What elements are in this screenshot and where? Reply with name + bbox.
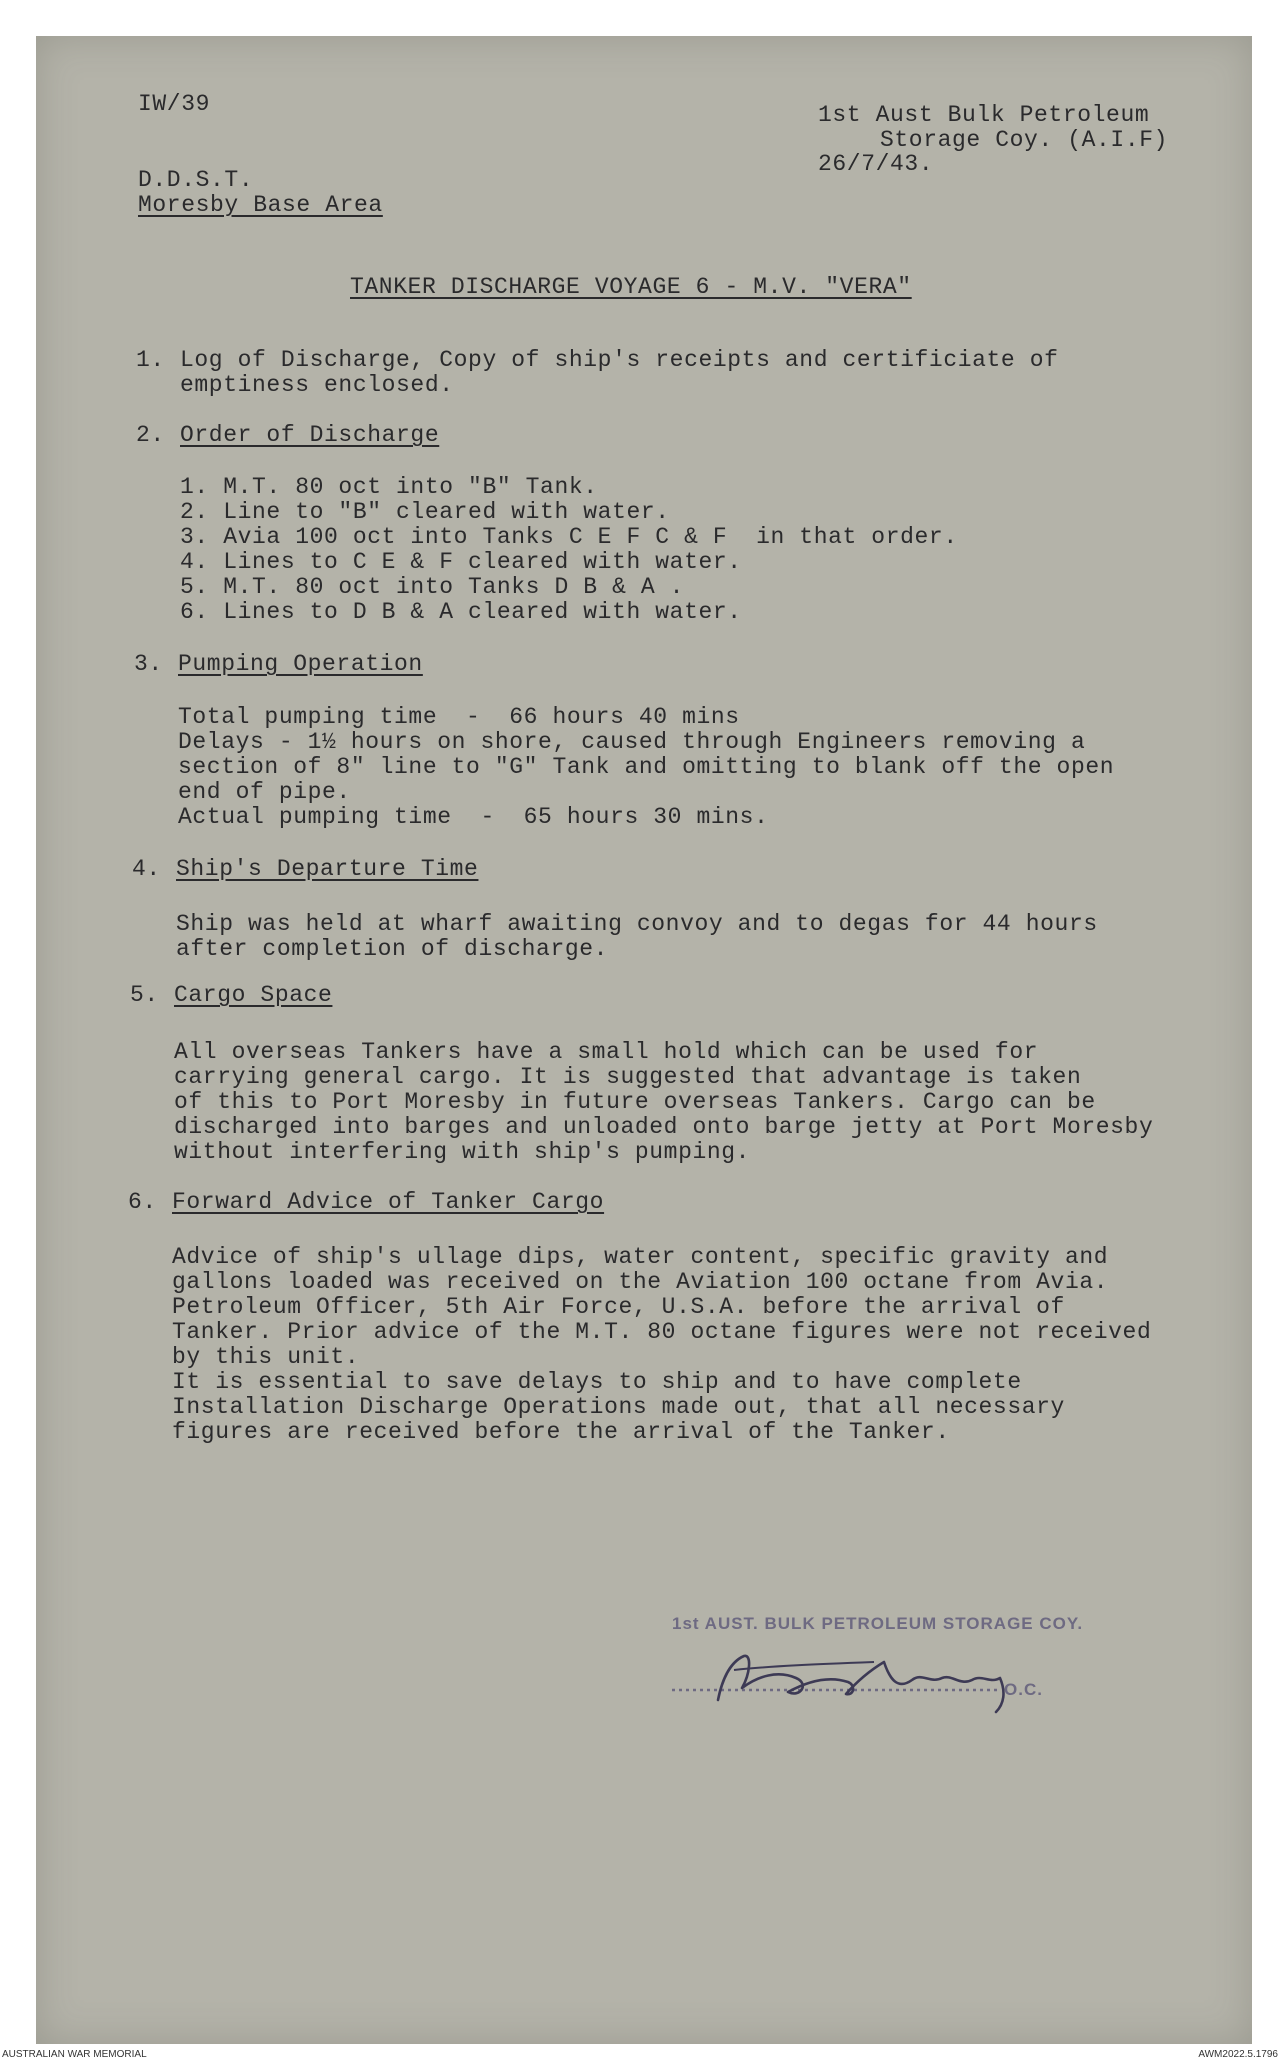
body-line: Advice of ship's ullage dips, water content, specific gravity and bbox=[172, 1244, 1109, 1270]
sender-line-1: 1st Aust Bulk Petroleum bbox=[818, 102, 1150, 128]
body-line: Actual pumping time - 65 hours 30 mins. bbox=[178, 804, 769, 830]
body-line: section of 8" line to "G" Tank and omitting to blank off the open bbox=[178, 754, 1115, 780]
unit-stamp: 1st AUST. BULK PETROLEUM STORAGE COY. bbox=[672, 1614, 1084, 1633]
body-line: emptiness enclosed. bbox=[180, 372, 454, 398]
section-heading: Ship's Departure Time bbox=[176, 856, 479, 882]
section-number-3: 3. bbox=[134, 651, 163, 677]
body-line: carrying general cargo. It is suggested that advantage is taken bbox=[174, 1064, 1082, 1090]
list-item: 5. M.T. 80 oct into Tanks D B & A . bbox=[180, 574, 685, 600]
body-line: gallons loaded was received on the Aviation 100 octane from Avia. bbox=[172, 1269, 1109, 1295]
footer-right: AWM2022.5.1796 bbox=[1198, 2049, 1278, 2060]
body-line: It is essential to save delays to ship and to have complete bbox=[172, 1369, 1022, 1395]
list-item: 6. Lines to D B & A cleared with water. bbox=[180, 599, 742, 625]
letter-date: 26/7/43. bbox=[818, 151, 934, 177]
footer-left: AUSTRALIAN WAR MEMORIAL bbox=[2, 2049, 147, 2060]
officer-commanding-label: O.C. bbox=[1004, 1680, 1043, 1699]
recipient-line-1: D.D.S.T. bbox=[138, 167, 254, 193]
list-item: 4. Lines to C E & F cleared with water. bbox=[180, 549, 742, 575]
body-line: after completion of discharge. bbox=[176, 936, 609, 962]
body-line: of this to Port Moresby in future overseas Tankers. Cargo can be bbox=[174, 1089, 1096, 1115]
section-heading: Forward Advice of Tanker Cargo bbox=[172, 1189, 605, 1215]
body-line: by this unit. bbox=[172, 1344, 360, 1370]
body-line: Petroleum Officer, 5th Air Force, U.S.A. before the arrival of bbox=[172, 1294, 1065, 1320]
body-line: Installation Discharge Operations made out, that all necessary bbox=[172, 1394, 1065, 1420]
section-number-1: 1. bbox=[136, 347, 165, 373]
section-heading: Order of Discharge bbox=[180, 422, 440, 448]
body-line: Total pumping time - 66 hours 40 mins bbox=[178, 704, 740, 730]
body-line: discharged into barges and unloaded onto barge jetty at Port Moresby bbox=[174, 1114, 1154, 1140]
recipient-line-2: Moresby Base Area bbox=[138, 192, 383, 218]
body-line: end of pipe. bbox=[178, 779, 351, 805]
body-line: Delays - 1½ hours on shore, caused through Engineers removing a bbox=[178, 729, 1086, 755]
section-number-5: 5. bbox=[130, 982, 159, 1008]
body-line: Tanker. Prior advice of the M.T. 80 octane figures were not received bbox=[172, 1319, 1152, 1345]
list-item: 1. M.T. 80 oct into "B" Tank. bbox=[180, 474, 598, 500]
sender-line-2: Storage Coy. (A.I.F) bbox=[880, 127, 1169, 153]
section-number-4: 4. bbox=[132, 856, 161, 882]
body-line: Log of Discharge, Copy of ship's receipts and certificiate of bbox=[180, 347, 1059, 373]
body-line: without interfering with ship's pumping. bbox=[174, 1139, 751, 1165]
body-line: figures are received before the arrival of the Tanker. bbox=[172, 1419, 950, 1445]
body-line: Ship was held at wharf awaiting convoy and to degas for 44 hours bbox=[176, 911, 1098, 937]
reference-number: IW/39 bbox=[138, 91, 211, 117]
section-number-6: 6. bbox=[128, 1189, 157, 1215]
section-number-2: 2. bbox=[136, 422, 165, 448]
list-item: 2. Line to "B" cleared with water. bbox=[180, 499, 670, 525]
section-heading: Cargo Space bbox=[174, 982, 333, 1008]
body-line: All overseas Tankers have a small hold which can be used for bbox=[174, 1039, 1039, 1065]
section-heading: Pumping Operation bbox=[178, 651, 423, 677]
document-title: TANKER DISCHARGE VOYAGE 6 - M.V. "VERA" bbox=[350, 274, 912, 300]
list-item: 3. Avia 100 oct into Tanks C E F C & F in that order. bbox=[180, 524, 958, 550]
